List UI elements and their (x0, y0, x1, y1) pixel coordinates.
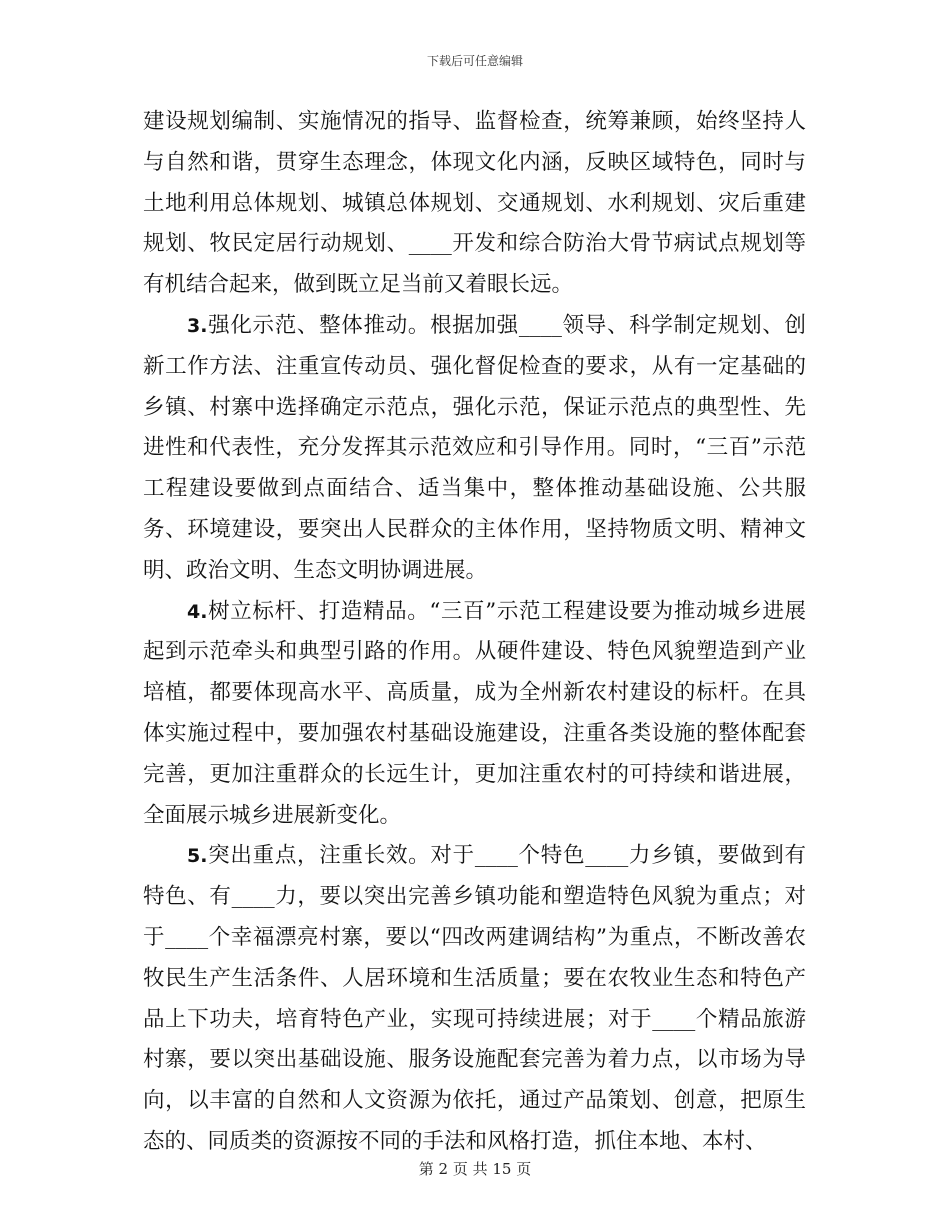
paragraph-continuation (143, 102, 806, 306)
page-number-footer: 第 2 页 共 15 页 (418, 1160, 532, 1178)
paragraph-text: 建设规划编制、实施情况的指导、监督检查，统筹兼顾，始终坚持人与自然和谐，贯穿生态理念，体现文化内涵，反映区域特色，同时与土地利用总体规划、城镇总体规划、交通规划、水利规划、灾后重建规划、牧民定居行动规划、____开发和综合防治大骨节病试点规划等有机结合起来，做到既立足当前又着眼长远。 (143, 109, 806, 298)
paragraph-text: 树立标杆、打造精品。“三百”示范工程建设要为推动城乡进展起到示范牵头和典型引路的作用。从硬件建设、特色风貌塑造到产业培植，都要体现高水平、高质量，成为全州新农村建设的标杆。在具体实施过程中，要加强农村基础设施建设，注重各类设施的整体配套完善，更加注重群众的长远生计，更加注重农村的可持续和谐进展，全面展示城乡进展新变化。 (143, 598, 806, 828)
header-note: 下载后可任意编辑 (426, 54, 523, 68)
paragraph-3 (143, 306, 806, 592)
paragraph-text: 突出重点，注重长效。对于____个特色____力乡镇，要做到有特色、有____力，要以突出完善乡镇功能和塑造特色风貌为重点；对于____个幸福漂亮村寨，要以“四改两建调结构”为重点，不断改善农牧民生产生活条件、人居环境和生活质量；要在农牧业生态和特色产品上下功夫，培育特色产业，实现可持续进展；对于____个精品旅游村寨，要以突出基础设施、服务设施配套完善为着力点，以市场为导向，以丰富的自然和人文资源为依托，通过产品策划、创意，把原生态的、同质类的资源按不同的手法和风格打造，抓住本地、本村、 (143, 843, 806, 1154)
paragraph-4 (143, 592, 806, 837)
paragraph-number: 5. (187, 845, 208, 868)
body-text (143, 102, 806, 1163)
paragraph-number: 4. (187, 600, 208, 623)
paragraph-number: 3. (187, 314, 208, 337)
paragraph-text: 强化示范、整体推动。根据加强____领导、科学制定规划、创新工作方法、注重宣传动员、强化督促检查的要求，从有一定基础的乡镇、村寨中选择确定示范点，强化示范，保证示范点的典型性、先进性和代表性，充分发挥其示范效应和引导作用。同时，“三百”示范工程建设要做到点面结合、适当集中，整体推动基础设施、公共服务、环境建设，要突出人民群众的主体作用，坚持物质文明、精神文明、政治文明、生态文明协调进展。 (143, 312, 806, 583)
paragraph-5 (143, 836, 806, 1162)
